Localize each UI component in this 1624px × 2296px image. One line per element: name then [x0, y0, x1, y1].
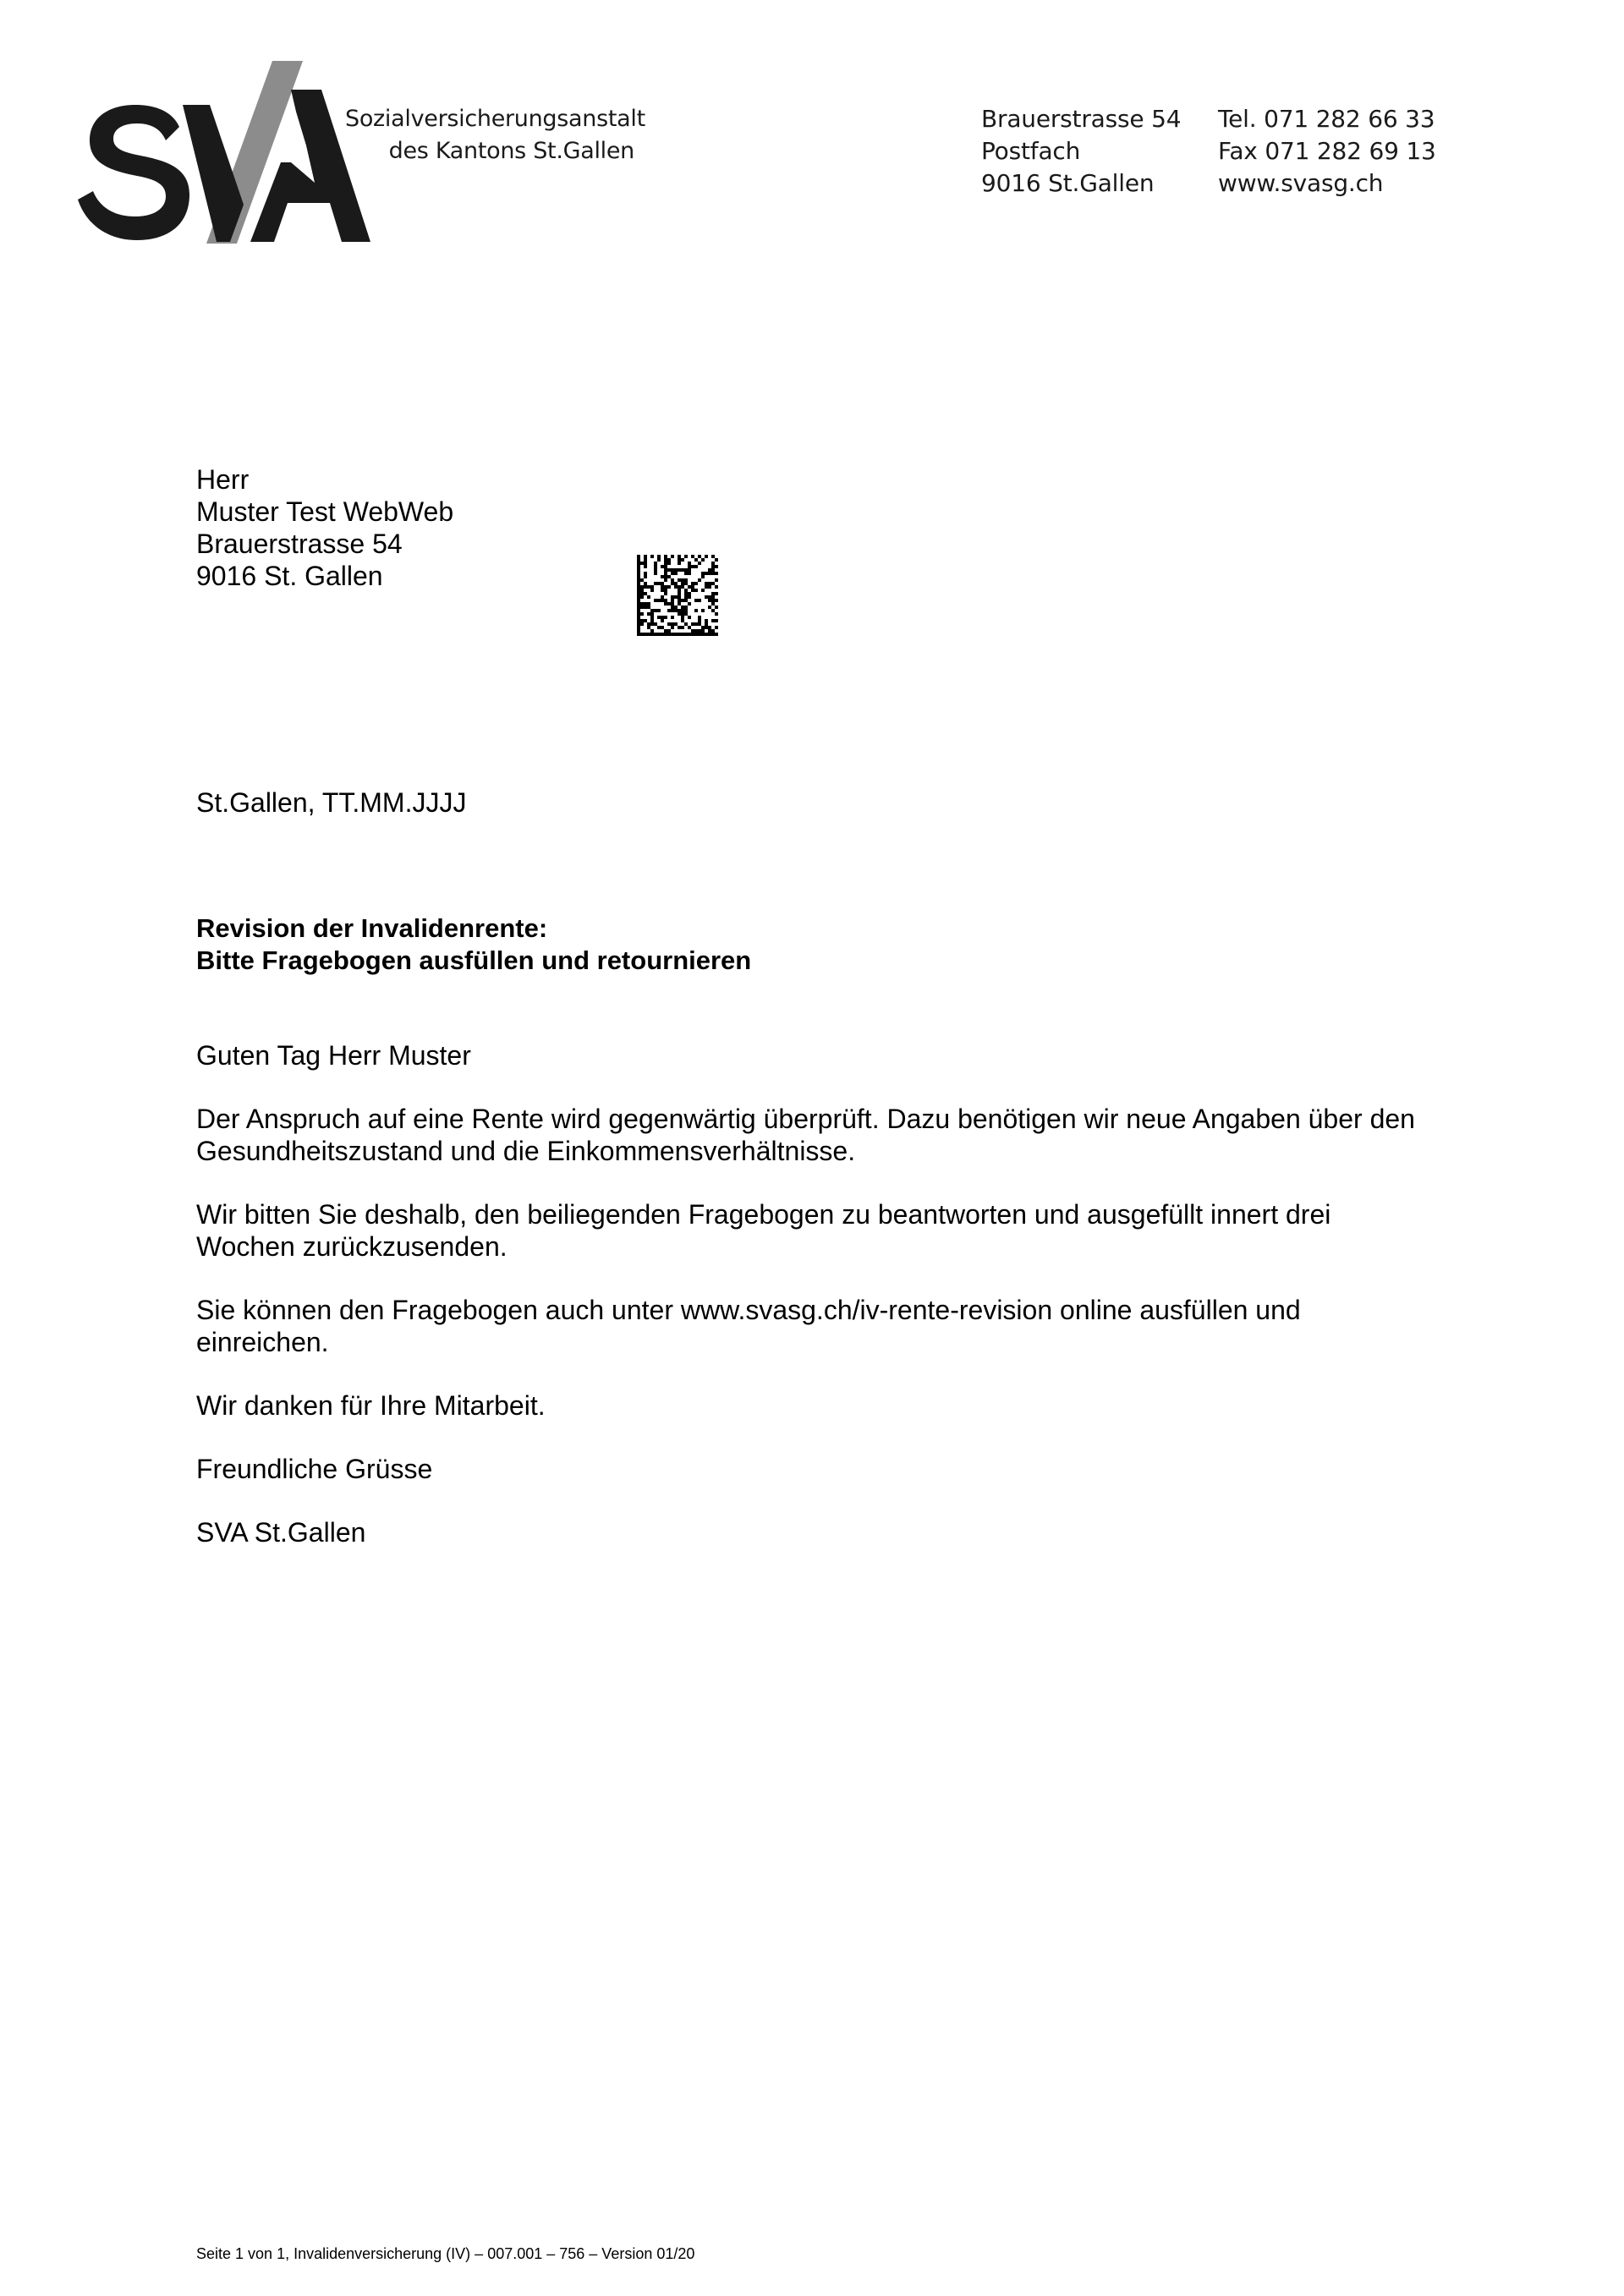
body-paragraph — [196, 1198, 1482, 1263]
signature: SVA St.Gallen — [196, 1517, 366, 1548]
sender-postbox: Postfach — [981, 137, 1081, 165]
body-paragraph — [196, 1103, 1482, 1167]
sender-street: Brauerstrasse 54 — [981, 105, 1182, 133]
org-name-line: Sozialversicherungsanstalt — [345, 106, 645, 132]
recipient-name: Muster Test WebWeb — [196, 496, 454, 527]
sender-contact — [1218, 103, 1436, 200]
body-line: Gesundheitszustand und die Einkommensverhältnisse. — [196, 1136, 856, 1166]
sender-fax: Fax 071 282 69 13 — [1218, 137, 1436, 165]
sender-city: 9016 St.Gallen — [981, 169, 1155, 197]
recipient-address — [196, 463, 453, 592]
subject-line: Bitte Fragebogen ausfüllen und retournieren — [196, 945, 752, 975]
place-date: St.Gallen, TT.MM.JJJJ — [196, 787, 467, 818]
body-line: Wir bitten Sie deshalb, den beiliegenden Fragebogen zu beantworten und ausgefüllt innert drei — [196, 1199, 1331, 1230]
org-name — [345, 103, 645, 167]
body-paragraph — [196, 1389, 1482, 1422]
sva-logo-icon — [78, 61, 382, 244]
sender-phone: Tel. 071 282 66 33 — [1218, 105, 1435, 133]
body-paragraph — [196, 1294, 1482, 1358]
datamatrix-code-icon — [637, 555, 718, 636]
recipient-city: 9016 St. Gallen — [196, 561, 383, 591]
closing: Freundliche Grüsse — [196, 1454, 433, 1484]
body-line: einreichen. — [196, 1327, 329, 1357]
sender-website: www.svasg.ch — [1218, 169, 1384, 197]
body-line: Der Anspruch auf eine Rente wird gegenwärtig überprüft. Dazu benötigen wir neue Angaben über den — [196, 1104, 1415, 1134]
recipient-street: Brauerstrasse 54 — [196, 529, 403, 559]
sender-address — [981, 103, 1181, 200]
body-line: Sie können den Fragebogen auch unter www.svasg.ch/iv-rente-revision online ausfüllen und — [196, 1295, 1301, 1325]
letter-subject — [196, 912, 751, 977]
recipient-salutation: Herr — [196, 464, 250, 495]
subject-line: Revision der Invalidenrente: — [196, 913, 548, 943]
page-footer: Seite 1 von 1, Invalidenversicherung (IV) – 007.001 – 756 – Version 01/20 — [196, 2245, 695, 2262]
greeting: Guten Tag Herr Muster — [196, 1040, 471, 1071]
body-line: Wochen zurückzusenden. — [196, 1231, 508, 1262]
letter-body — [196, 1039, 1482, 1580]
body-line: Wir danken für Ihre Mitarbeit. — [196, 1390, 546, 1421]
org-name-line: des Kantons St.Gallen — [388, 138, 634, 164]
